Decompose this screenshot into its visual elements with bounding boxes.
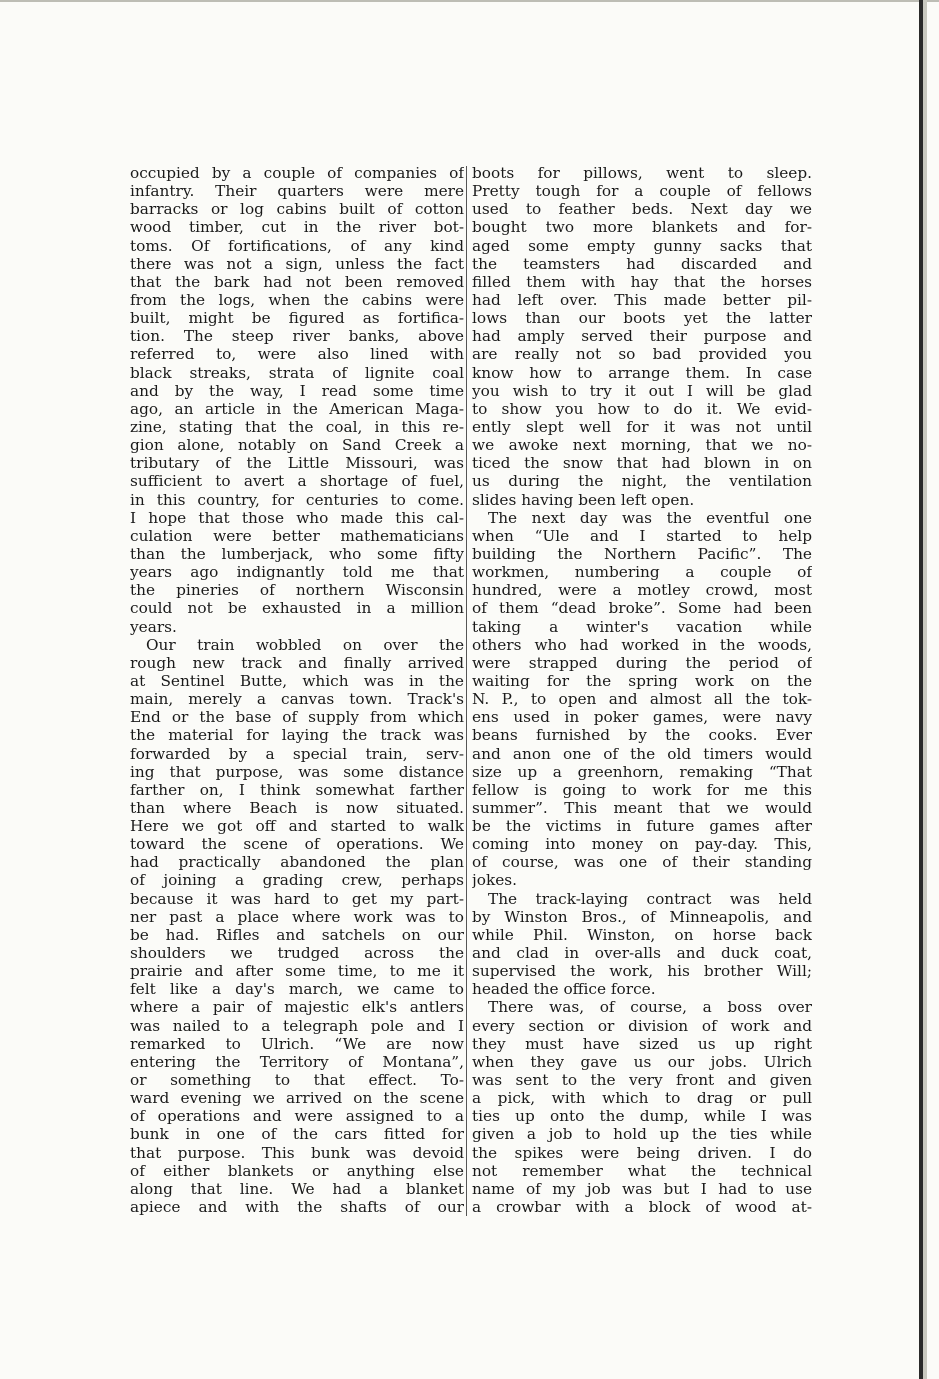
text-line: were strapped during the period of xyxy=(472,653,812,672)
text-line: of them “dead broke”. Some had been xyxy=(472,599,812,618)
text-line: tion. The steep river banks, above xyxy=(130,327,464,346)
text-line: not remember what the technical xyxy=(472,1161,812,1180)
text-line: sufficient to avert a shortage of fuel, xyxy=(130,472,464,491)
right-text-column xyxy=(472,164,812,1216)
text-line: waiting for the spring work on the xyxy=(472,671,812,690)
text-line: ward evening we arrived on the scene xyxy=(130,1089,464,1108)
text-line: supervised the work, his brother Will; xyxy=(472,962,812,981)
text-line: There was, of course, a boss over xyxy=(488,998,812,1017)
text-line: used to feather beds. Next day we xyxy=(472,200,812,219)
text-line: bought two more blankets and for- xyxy=(472,218,812,237)
text-line: us during the night, the ventilation xyxy=(472,472,812,491)
text-line: coming into money on pay-day. This, xyxy=(472,835,812,854)
text-line: the material for laying the track was xyxy=(130,726,464,745)
text-line: had left over. This made better pil- xyxy=(472,290,812,309)
text-line: than where Beach is now situated. xyxy=(130,798,464,817)
text-line: prairie and after some time, to me it xyxy=(130,962,464,981)
text-line: and anon one of the old timers would xyxy=(472,744,812,763)
text-line: was sent to the very front and given xyxy=(472,1071,812,1090)
text-line: The track-laying contract was held xyxy=(488,889,812,908)
text-line: rough new track and finally arrived xyxy=(130,653,464,672)
text-line: the spikes were being driven. I do xyxy=(472,1143,812,1162)
text-line: because it was hard to get my part- xyxy=(130,889,464,908)
text-line: N. P., to open and almost all the tok- xyxy=(472,690,812,709)
text-line: Here we got off and started to walk xyxy=(130,817,464,836)
text-line: wood timber, cut in the river bot- xyxy=(130,218,464,237)
text-line: black streaks, strata of lignite coal xyxy=(130,363,464,382)
text-line: felt like a day's march, we came to xyxy=(130,980,464,999)
text-line: The next day was the eventful one xyxy=(488,508,812,527)
column-divider xyxy=(466,166,467,1216)
text-line: infantry. Their quarters were mere xyxy=(130,182,464,201)
text-line: Pretty tough for a couple of fellows xyxy=(472,182,812,201)
text-line: years. xyxy=(130,617,177,636)
text-line: I hope that those who made this cal- xyxy=(130,508,464,527)
text-line: was nailed to a telegraph pole and I xyxy=(130,1016,464,1035)
text-line: farther on, I think somewhat farther xyxy=(130,780,464,799)
text-line: toward the scene of operations. We xyxy=(130,835,464,854)
text-line: lows than our boots yet the latter xyxy=(472,309,812,328)
left-text-column xyxy=(130,164,464,1216)
text-line: a crowbar with a block of wood at- xyxy=(472,1198,812,1217)
text-line: ties up onto the dump, while I was xyxy=(472,1107,812,1126)
text-line: ago, an article in the American Maga- xyxy=(130,399,464,418)
text-line: in this country, for centuries to come. xyxy=(130,490,464,509)
text-line: that purpose. This bunk was devoid xyxy=(130,1143,464,1162)
text-line: ens used in poker games, were navy xyxy=(472,708,812,727)
text-line: the pineries of northern Wisconsin xyxy=(130,581,464,600)
text-line: headed the office force. xyxy=(472,980,656,999)
text-line: are really not so bad provided you xyxy=(472,345,812,364)
text-line: hundred, were a motley crowd, most xyxy=(472,581,812,600)
text-line: be had. Rifles and satchels on our xyxy=(130,925,464,944)
text-line: tributary of the Little Missouri, was xyxy=(130,454,464,473)
text-line: by Winston Bros., of Minneapolis, and xyxy=(472,907,812,926)
text-line: Our train wobbled on over the xyxy=(146,635,464,654)
text-line: jokes. xyxy=(472,871,517,890)
text-line: workmen, numbering a couple of xyxy=(472,563,812,582)
text-line: forwarded by a special train, serv- xyxy=(130,744,464,763)
text-line: name of my job was but I had to use xyxy=(472,1179,812,1198)
text-line: of operations and were assigned to a xyxy=(130,1107,464,1126)
text-line: of either blankets or anything else xyxy=(130,1161,464,1180)
text-line: when they gave us our jobs. Ulrich xyxy=(472,1052,812,1071)
text-line: from the logs, when the cabins were xyxy=(130,290,464,309)
text-line: built, might be figured as fortifica- xyxy=(130,309,464,328)
text-line: toms. Of fortifications, of any kind xyxy=(130,236,464,255)
page-binding-shadow xyxy=(923,0,927,1379)
text-line: of course, was one of their standing xyxy=(472,853,812,872)
text-line: culation were better mathematicians xyxy=(130,526,464,545)
text-line: we awoke next morning, that we no- xyxy=(472,436,812,455)
text-line: fellow is going to work for me this xyxy=(472,780,812,799)
page-binding-edge xyxy=(919,0,923,1379)
text-line: referred to, were also lined with xyxy=(130,345,464,364)
text-line: entering the Territory of Montana”, xyxy=(130,1052,464,1071)
text-line: a pick, with which to drag or pull xyxy=(472,1089,812,1108)
text-line: and clad in over-alls and duck coat, xyxy=(472,944,812,963)
page-top-edge xyxy=(0,0,939,2)
text-line: years ago indignantly told me that xyxy=(130,563,464,582)
text-line: building the Northern Pacific”. The xyxy=(472,544,812,563)
text-line: filled them with hay that the horses xyxy=(472,272,812,291)
text-line: given a job to hold up the ties while xyxy=(472,1125,812,1144)
text-line: could not be exhausted in a million xyxy=(130,599,464,618)
text-line: summer”. This meant that we would xyxy=(472,798,812,817)
text-line: there was not a sign, unless the fact xyxy=(130,254,464,273)
text-line: taking a winter's vacation while xyxy=(472,617,812,636)
text-line: along that line. We had a blanket xyxy=(130,1179,464,1198)
text-line: at Sentinel Butte, which was in the xyxy=(130,671,464,690)
text-line: shoulders we trudged across the xyxy=(130,944,464,963)
text-line: they must have sized us up right xyxy=(472,1034,812,1053)
text-line: when “Ule and I started to help xyxy=(472,526,812,545)
text-line: the teamsters had discarded and xyxy=(472,254,812,273)
text-line: and by the way, I read some time xyxy=(130,381,464,400)
text-line: others who had worked in the woods, xyxy=(472,635,812,654)
text-line: than the lumberjack, who some fifty xyxy=(130,544,464,563)
text-line: barracks or log cabins built of cotton xyxy=(130,200,464,219)
text-line: slides having been left open. xyxy=(472,490,695,509)
text-line: ently slept well for it was not until xyxy=(472,417,812,436)
text-line: that the bark had not been removed xyxy=(130,272,464,291)
text-line: aged some empty gunny sacks that xyxy=(472,236,812,255)
text-line: apiece and with the shafts of our xyxy=(130,1198,464,1217)
text-line: ticed the snow that had blown in on xyxy=(472,454,812,473)
text-line: had amply served their purpose and xyxy=(472,327,812,346)
text-line: bunk in one of the cars fitted for xyxy=(130,1125,464,1144)
text-line: ing that purpose, was some distance xyxy=(130,762,464,781)
text-line: to show you how to do it. We evid- xyxy=(472,399,812,418)
text-line: know how to arrange them. In case xyxy=(472,363,812,382)
text-line: ner past a place where work was to xyxy=(130,907,464,926)
text-line: be the victims in future games after xyxy=(472,817,812,836)
text-line: zine, stating that the coal, in this re- xyxy=(130,417,464,436)
text-line: you wish to try it out I will be glad xyxy=(472,381,812,400)
text-line: size up a greenhorn, remaking “That xyxy=(472,762,812,781)
text-line: gion alone, notably on Sand Creek a xyxy=(130,436,464,455)
text-line: End or the base of supply from which xyxy=(130,708,464,727)
text-line: occupied by a couple of companies of xyxy=(130,164,464,182)
text-line: main, merely a canvas town. Track's xyxy=(130,690,464,709)
text-line: or something to that effect. To- xyxy=(130,1071,464,1090)
text-line: every section or division of work and xyxy=(472,1016,812,1035)
text-line: had practically abandoned the plan xyxy=(130,853,464,872)
text-line: remarked to Ulrich. “We are now xyxy=(130,1034,464,1053)
text-line: boots for pillows, went to sleep. xyxy=(472,164,812,182)
text-line: beans furnished by the cooks. Ever xyxy=(472,726,812,745)
text-line: while Phil. Winston, on horse back xyxy=(472,925,812,944)
text-line: of joining a grading crew, perhaps xyxy=(130,871,464,890)
text-line: where a pair of majestic elk's antlers xyxy=(130,998,464,1017)
